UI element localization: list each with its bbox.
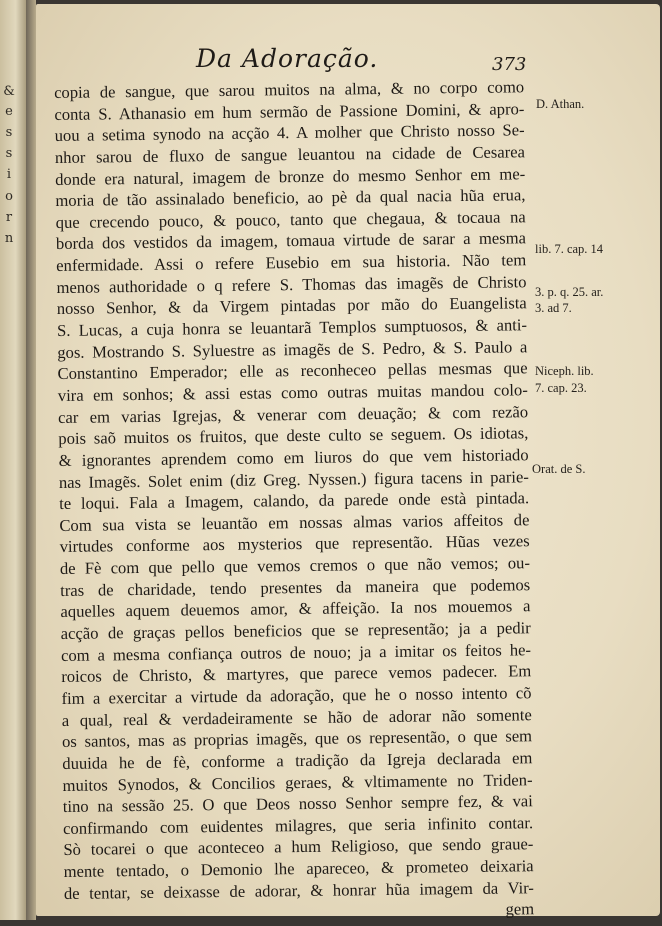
text-line: tino na sessão 25. O que Deos nosso Senhor sempre fez, & vai bbox=[62, 791, 533, 817]
margin-note: Niceph. lib. bbox=[535, 364, 594, 378]
text-line: Sò tocarei o que aconteceo a hum Religioso, que sendo graue- bbox=[63, 834, 534, 860]
text-line: donde era natural, imagem de bronze do mesmo Senhor em me- bbox=[55, 163, 526, 189]
text-line: duuida he de fè, conforme a tradição da Igreja declarada em bbox=[62, 748, 533, 773]
text-line: mente tentado, o Demonio lhe apareceo, & prometeo deixaria bbox=[63, 856, 534, 882]
running-title: Da Adoração. bbox=[196, 44, 379, 73]
catchword: gem bbox=[505, 899, 535, 919]
text-line: Constantino Emperador; elle as reconheceo pellas mesmas que bbox=[57, 358, 528, 384]
text-line: nosso Senhor, & da Virgem pintadas por mão do Euangelista bbox=[56, 293, 527, 319]
text-line: virtudes conforme aos mysterios que representão. Hũas vezes bbox=[59, 531, 530, 557]
text-line: tras de charidade, tendo presentes da maneira que podemos bbox=[60, 574, 531, 600]
text-line: S. Lucas, a cuja honra se leuantarã Templos sumptuosos, & anti- bbox=[56, 315, 528, 341]
text-line: de Fè com que pello que vemos cremos o que não vemos; ou- bbox=[59, 553, 531, 579]
margin-note: 3. ad 7. bbox=[535, 301, 572, 315]
text-line: com a mesma confiança outros de nouo; ja a imitar os feitos he- bbox=[60, 639, 532, 665]
book-gutter bbox=[26, 0, 36, 920]
facing-page-edge bbox=[0, 0, 26, 920]
text-line: gos. Mostrando S. Syluestre as imagẽs de S. Pedro, & S. Paulo a bbox=[57, 336, 528, 362]
text-line: & ignorantes aprendem como em liuros do que vem historiado bbox=[58, 445, 529, 470]
text-line: fim a exercitar a virtude da adoração, que he o nosso intento cõ bbox=[61, 683, 532, 708]
text-line: nas Imagẽs. Solet enim (diz Greg. Nyssen.) figura tacens in parie- bbox=[58, 466, 529, 492]
text-line: menos authoridade o q refere S. Thomas das imagẽs de Christo bbox=[56, 272, 527, 297]
text-line: Com sua vista se leuantão em nossas almas varios affeitos de bbox=[59, 510, 530, 535]
margin-note: 7. cap. 23. bbox=[535, 381, 587, 395]
facing-page-char: s bbox=[5, 146, 13, 161]
facing-page-char: s bbox=[5, 125, 13, 140]
text-line: acção de graças pellos beneficios que se representão; ja a pedir bbox=[60, 618, 531, 643]
text-line: vira em sonhos; & assi estas como outras muitas mandou colo- bbox=[57, 380, 528, 405]
text-line: te loqui. Fala a Imagem, calando, da parede onde està pintada. bbox=[59, 488, 530, 514]
facing-page-char: & bbox=[3, 84, 15, 99]
text-line: nhor sarou de fluxo de sangue leuantou na cidade de Cesarea bbox=[54, 142, 526, 167]
facing-page-char: o bbox=[5, 189, 13, 204]
text-line: uou a setima synodo na acção 4. A molher que Christo nosso Se- bbox=[54, 120, 525, 146]
text-line: moria de tão assinalado beneficio, ao pè da qual nacia hũa erua, bbox=[55, 185, 526, 211]
facing-page-char: e bbox=[5, 104, 13, 119]
facing-page-char: n bbox=[4, 231, 14, 246]
text-line: pois saõ muitos os fruitos, que deste culto se seguem. Os idiotas, bbox=[58, 423, 529, 449]
text-line: enfermidade. Assi o refere Eusebio em sua historia. Não tem bbox=[56, 250, 527, 276]
page-number: 373 bbox=[492, 54, 527, 75]
text-line: os santos, mas as proprias imagẽs, que os representão, o que sem bbox=[61, 726, 533, 752]
text-line: que crecendo pouco, & pouco, tanto que chegaua, & tocaua na bbox=[55, 207, 526, 232]
text-line: aquelles aquem deuemos amor, & affeição. Ia nos mouemos a bbox=[60, 596, 531, 622]
book-page bbox=[36, 4, 660, 919]
text-line: de tentar, se deixasse de adorar, & honrar hũa imagem da Vir- bbox=[63, 877, 534, 903]
text-line: copia de sangue, que sarou muitos na alma, & no corpo como bbox=[54, 77, 525, 102]
facing-page-char: i bbox=[6, 167, 12, 182]
text-line: muitos Synodos, & Concilios geraes, & vltimamente no Triden- bbox=[62, 769, 533, 795]
text-line: roicos de Christo, & martyres, que parece vemos padecer. Em bbox=[61, 661, 532, 687]
margin-note: 3. p. q. 25. ar. bbox=[535, 285, 604, 299]
text-line: conta S. Athanasio em hum sermão de Passione Domini, & apro- bbox=[54, 98, 525, 124]
facing-page-char: r bbox=[5, 210, 13, 225]
margin-note: Orat. de S. bbox=[532, 462, 586, 476]
text-line: confirmando com euidentes milagres, que seria infinito contar. bbox=[63, 812, 534, 838]
text-line: a qual, real & verdadeiramente se hão de adorar não somente bbox=[61, 704, 532, 730]
text-line: car em varias Igrejas, & venerar com deuação; & com rezão bbox=[57, 401, 529, 427]
margin-note: D. Athan. bbox=[536, 97, 585, 111]
text-line: borda dos vestidos da imagem, tomaua virtude de sarar a mesma bbox=[55, 228, 527, 254]
margin-note: lib. 7. cap. 14 bbox=[535, 242, 604, 256]
body-text bbox=[54, 76, 534, 926]
